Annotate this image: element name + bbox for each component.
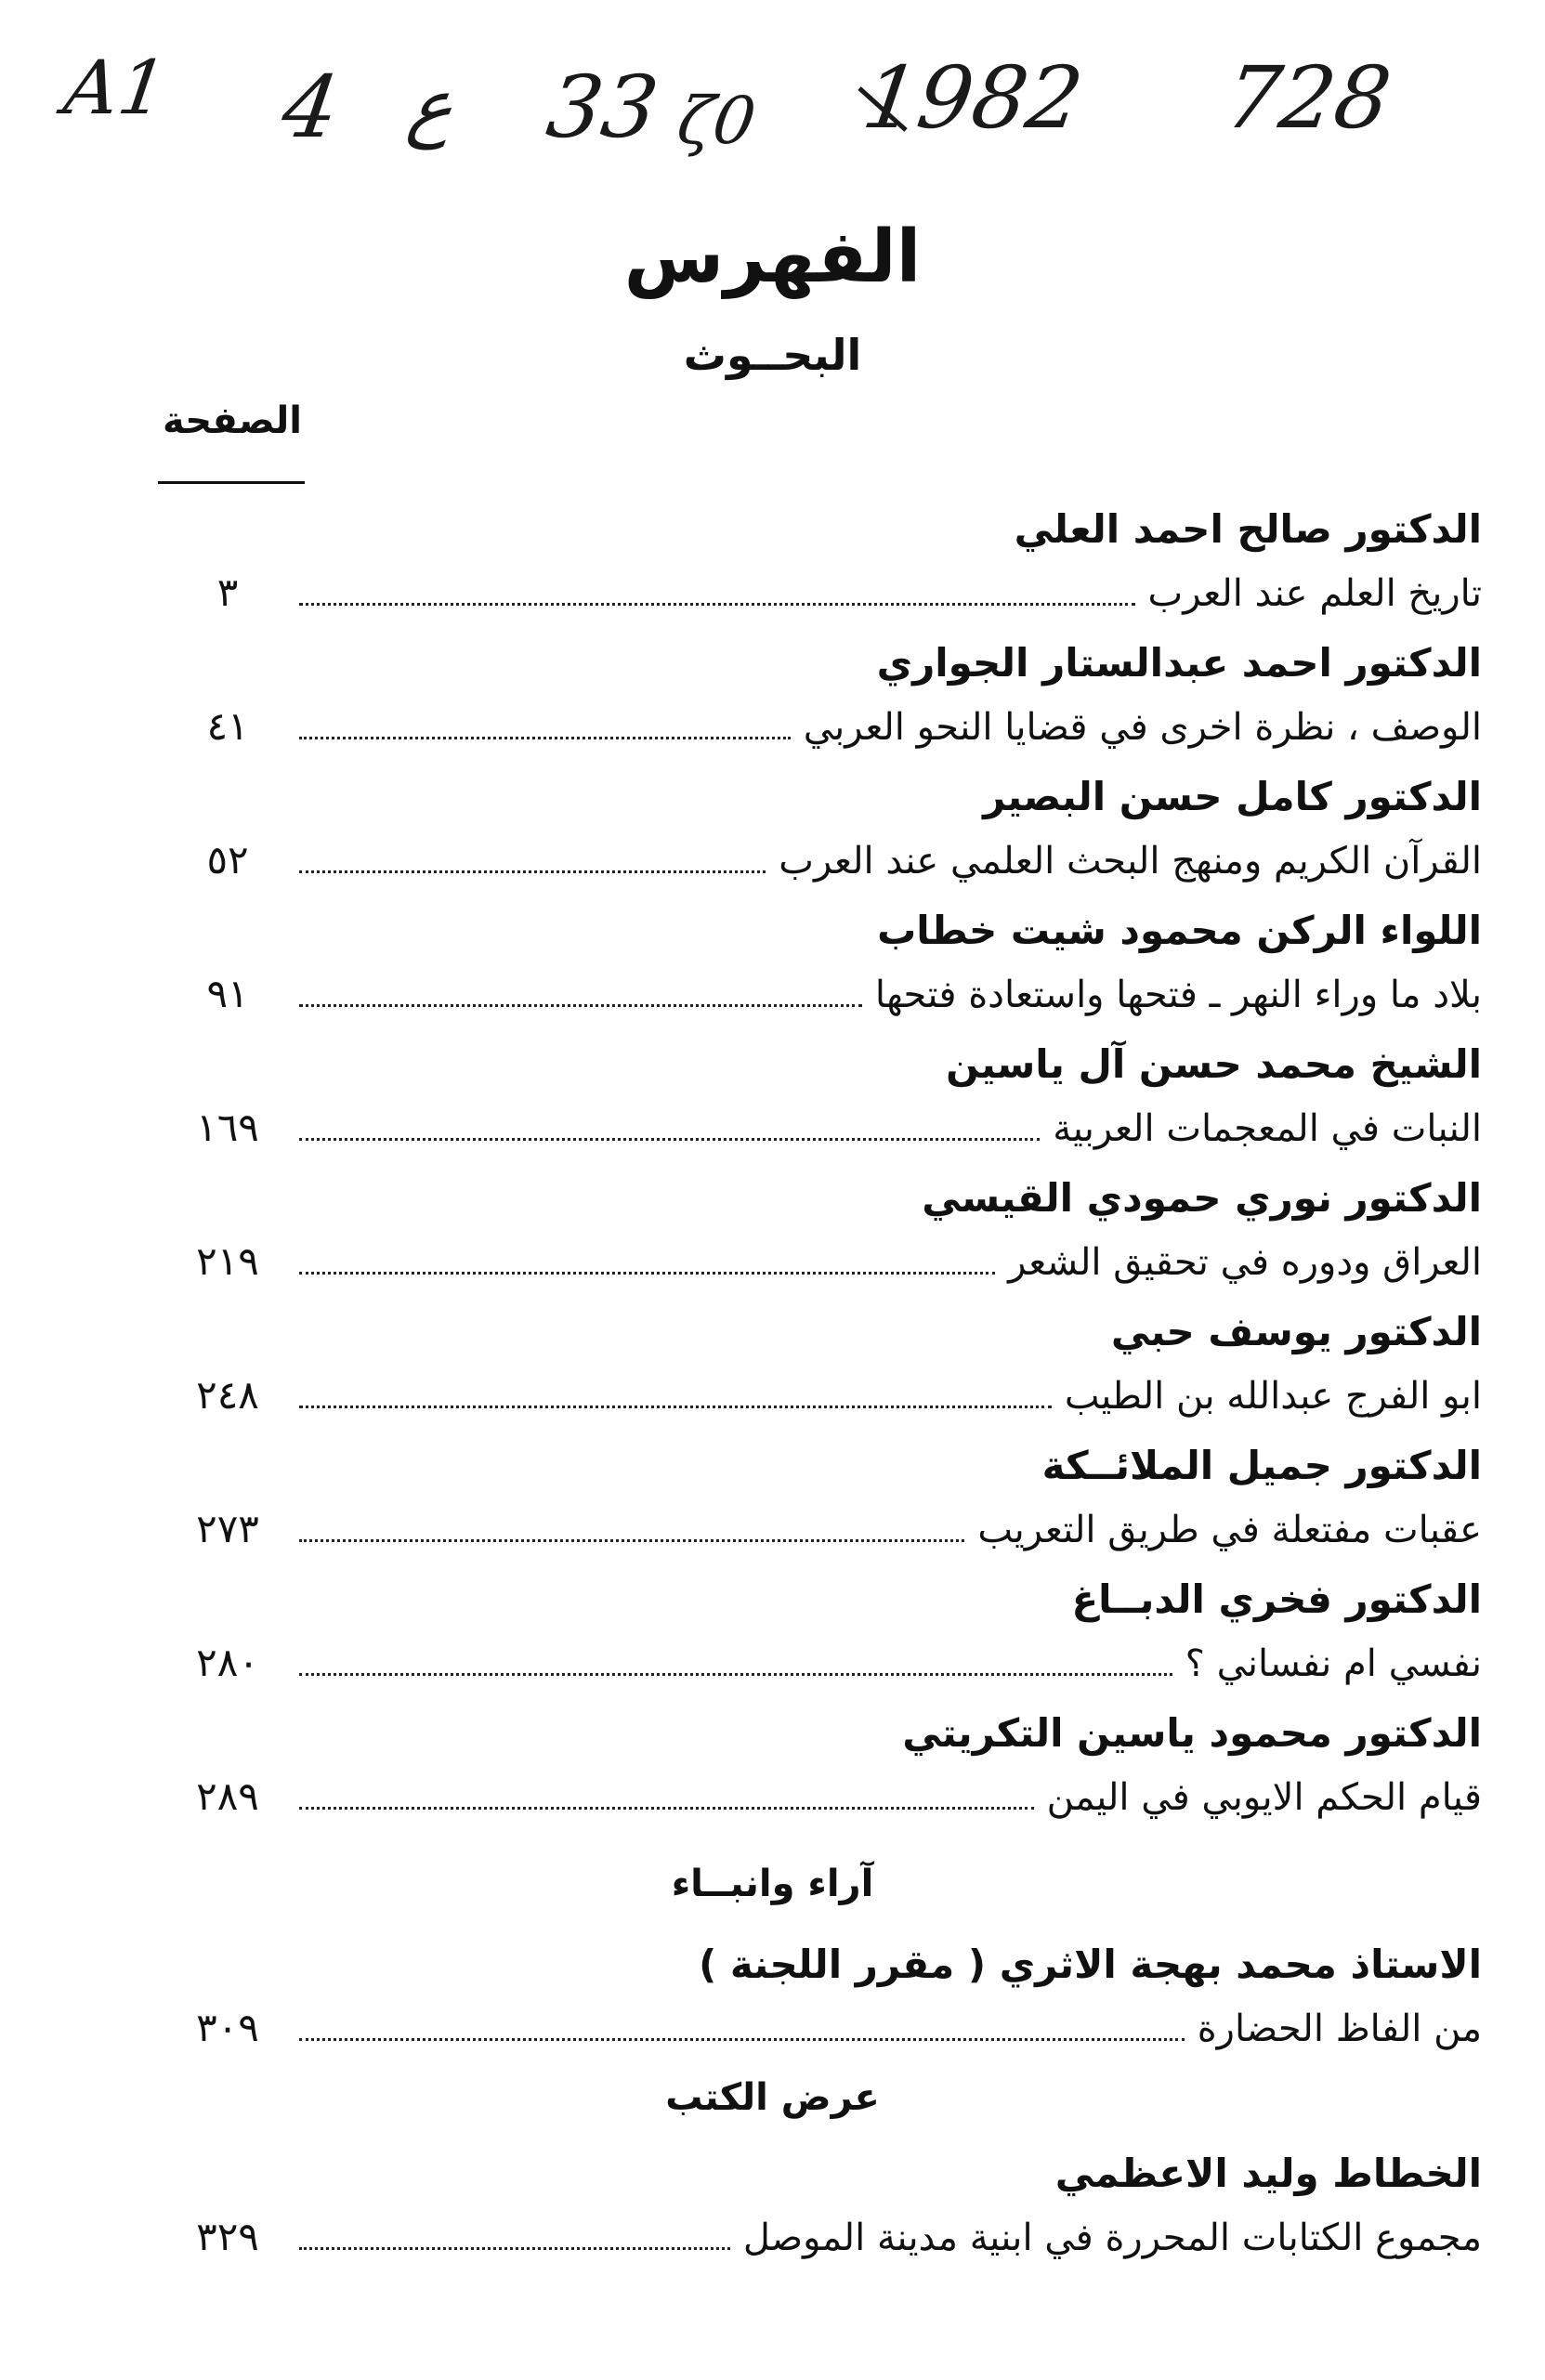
toc-entry xyxy=(177,557,1482,628)
page-number: ٢٤٨ xyxy=(196,1372,259,1418)
page-number: ٢٧٣ xyxy=(196,1506,259,1551)
article-title: مجموع الكتابات المحررة في ابنية مدينة الموصل xyxy=(742,2217,1482,2259)
handwritten-mark: A1 xyxy=(59,45,173,131)
dot-leader xyxy=(299,737,791,739)
page-number: ٩١ xyxy=(206,971,249,1016)
toc-entry xyxy=(177,825,1482,896)
section-heading-research: البحــوث xyxy=(683,330,862,380)
author-name: الشيخ محمد حسن آل ياسين xyxy=(946,1041,1482,1087)
dot-leader xyxy=(299,870,766,873)
toc-entry xyxy=(177,1494,1482,1564)
toc-block xyxy=(177,502,1482,635)
page-number: ٥٢ xyxy=(206,837,249,883)
handwritten-part: 1982 xyxy=(857,48,1089,148)
dot-leader xyxy=(299,1138,1040,1141)
toc-entry xyxy=(177,691,1482,762)
article-title: القرآن الكريم ومنهج البحث العلمي عند العرب xyxy=(779,840,1482,883)
author-name: الدكتور نوري حمودي القيسي xyxy=(922,1175,1482,1221)
page-column-label: الصفحة xyxy=(162,399,303,442)
dot-leader xyxy=(299,603,1135,606)
author-name: الدكتور محمود ياسين التكريتي xyxy=(902,1710,1482,1756)
page-number: ٢١٩ xyxy=(196,1238,259,1284)
toc-block xyxy=(177,635,1482,769)
toc-entry xyxy=(177,1993,1482,2063)
article-title: ابو الفرج عبدالله بن الطيب xyxy=(1064,1375,1482,1418)
page-number: ٤١ xyxy=(206,703,249,749)
dot-leader xyxy=(299,1807,1034,1810)
handwritten-catalog-note xyxy=(0,45,1545,181)
handwritten-part: ع xyxy=(402,63,460,150)
dot-leader xyxy=(299,2247,730,2250)
toc-block xyxy=(177,1304,1482,1438)
toc-entry xyxy=(177,1628,1482,1698)
page-number: ٣٢٩ xyxy=(196,2214,259,2259)
section-heading-reviews: عرض الكتب xyxy=(665,2076,880,2119)
handwritten-part: ζ0 xyxy=(673,83,761,159)
page-column-rule xyxy=(158,481,305,484)
page-title: الفهرس xyxy=(623,216,922,299)
article-title: من الفاظ الحضارة xyxy=(1197,2007,1482,2050)
handwritten-stroke xyxy=(855,79,910,135)
author-name: الدكتور فخري الدبــاغ xyxy=(1071,1576,1482,1622)
dot-leader xyxy=(299,1406,1052,1408)
article-title: بلاد ما وراء النهر ـ فتحها واستعادة فتحها xyxy=(874,974,1482,1016)
dot-leader xyxy=(299,2038,1185,2041)
page-number: ٢٨٠ xyxy=(196,1640,259,1685)
article-title: قيام الحكم الايوبي في اليمن xyxy=(1046,1776,1482,1819)
toc-block xyxy=(177,1438,1482,1572)
author-name: الخطاط وليد الاعظمي xyxy=(1054,2151,1482,2196)
toc-block xyxy=(177,903,1482,1037)
opinions-list xyxy=(177,1937,1482,2071)
section-heading-opinions: آراء وانبــاء xyxy=(671,1863,874,1905)
research-list xyxy=(177,502,1482,1839)
author-name: الدكتور صالح احمد العلي xyxy=(1014,506,1482,552)
page-number: ١٦٩ xyxy=(196,1105,259,1150)
article-title: العراق ودوره في تحقيق الشعر xyxy=(1008,1241,1482,1284)
author-name: اللواء الركن محمود شيت خطاب xyxy=(877,908,1482,953)
dot-leader xyxy=(299,1539,964,1542)
dot-leader xyxy=(299,1673,1172,1676)
page-number: ٣٠٩ xyxy=(196,2005,259,2050)
page-number: ٣ xyxy=(216,569,239,615)
reviews-list xyxy=(177,2146,1482,2280)
toc-entry xyxy=(177,2202,1482,2272)
handwritten-part: 4 xyxy=(276,58,346,157)
dot-leader xyxy=(299,1004,862,1007)
article-title: عقبات مفتعلة في طريق التعريب xyxy=(977,1509,1482,1551)
toc-block xyxy=(177,1170,1482,1304)
dot-leader xyxy=(299,1272,995,1275)
toc-block xyxy=(177,1706,1482,1839)
page-number: ٢٨٩ xyxy=(196,1773,259,1819)
article-title: الوصف ، نظرة اخرى في قضايا النحو العربي xyxy=(803,706,1482,749)
author-name: الدكتور كامل حسن البصير xyxy=(983,774,1482,819)
toc-block xyxy=(177,1572,1482,1706)
toc-entry xyxy=(177,959,1482,1029)
toc-block xyxy=(177,1037,1482,1170)
article-title: النبات في المعجمات العربية xyxy=(1053,1107,1482,1150)
author-name: الدكتور جميل الملائــكة xyxy=(1041,1443,1482,1488)
toc-entry xyxy=(177,1761,1482,1832)
toc-entry xyxy=(177,1360,1482,1431)
author-name: الدكتور يوسف حبي xyxy=(1110,1309,1482,1354)
toc-block xyxy=(177,769,1482,903)
handwritten-part: 728 xyxy=(1219,48,1397,148)
article-title: نفسي ام نفساني ؟ xyxy=(1185,1642,1482,1685)
author-name: الاستاذ محمد بهجة الاثري ( مقرر اللجنة ) xyxy=(699,1942,1482,1987)
toc-block xyxy=(177,2146,1482,2280)
toc-entry xyxy=(177,1226,1482,1297)
toc-block xyxy=(177,1937,1482,2071)
toc-entry xyxy=(177,1092,1482,1163)
author-name: الدكتور احمد عبدالستار الجواري xyxy=(876,640,1482,686)
article-title: تاريخ العلم عند العرب xyxy=(1147,572,1482,615)
handwritten-part: 33 xyxy=(541,58,664,157)
